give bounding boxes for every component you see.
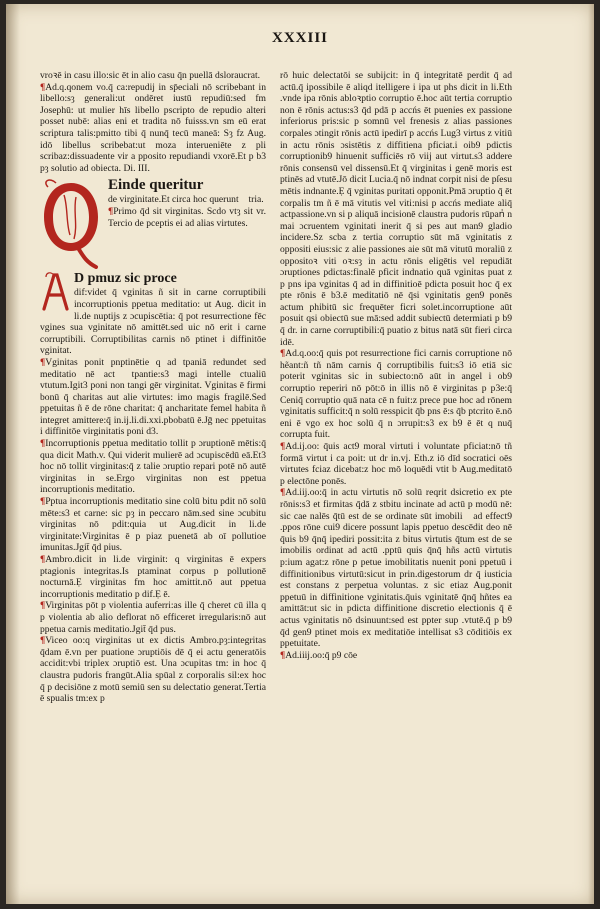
paragraph-mark-icon: ¶ [280, 348, 286, 360]
paragraph [40, 635, 266, 705]
paragraph-mark-icon: ¶ [40, 635, 46, 647]
page-edge-shadow [588, 4, 594, 904]
decorated-initial-q-icon [40, 177, 102, 269]
paragraph-mark-icon: ¶ [40, 496, 46, 508]
paragraph: rō huic delectatōi se subijcit: in q̄ integritatē perdit q̄ ad actū.q̄ ipossibile ē aliqd itelligere i ipa ut phs dicit in li.Eth .vnde ipa rōnis abloꝛptio corruptio ē.hoc aūt tertia corruptio non ē rōnis actus:s3 q̄d pdā p accńs ēt puenies ex passione inferiorus pris:sic p somnū vel frenesis z alias passiones corpales ɔtingit rōnis actū ipedirī p accńs Lug3 virtus z vitiū in actu rōnis ɔsistētis z diffitiena pficiat.i oib9 pdictis corruptionib9 hinuenit sufficiēs rō viij aut virtut.s3 addere rōnis consensū vel dissensū.Et q̄ virginitas i genē moris est ptinēs ad vtutē.Jō dicit Lucia.q̄ nō indnat corpit nisi de pſesu mētis indnante.Ẹ q̄ vginitas puritati opponit.Pmā ɔruptio q̄ ēt corpalis tm ñ ē mā vitutis vel viti:nisi p accńs mediate aliq̄ actpassione.vn si p aliquā incisionē claustra pudoris rūpanᷣ n mai ɔcruentem vginitati inerit q̄ si pes aut man9 gladio incidere.Sz scba z tertia corruptio sūt mā vginitatis z oppositi eius:sic z alie passiones aie sūt mā vitutū moraliū z oppositoꝛ viti oꝛ:sȝ in actu rōnis eligētis vel repudiāt ɔruptiones pdictas:finalē pficit indnatio quā vginitas puat z p pns ipa vginitas q̄ ad in diffinitioē pdicta posuit hoc q̄ ex pte rōnis ē b3.ē meditatiō nē q̄si vginitatis gen9 ponēs actum phibitū sic frequēter ficri solet.incorruptione aūt posuit qsi obiectū sue mā:sed addit subiectū determiati p b9 q̄ dr. in carne corruptibili:q̄ puatio z bitus natā sūt fieri circa idē. [280, 70, 512, 348]
paragraph-text: Incorruptionis ppetua meditatio tollit p ɔruptionē mētis:q̄ qua dicit Math.v. Qui viderit mulierē ad ɔcupiscēdū eā.Et3 hoc nō tollit virginitas:q̄ z talie ɔruptio repari potē nō autē virginitas in se.Ergo virginitas non est ppetua incorruptionis meditatio. [40, 438, 266, 496]
paragraph-mark-icon: ¶ [40, 356, 46, 368]
incipit-line: D pmuz sic proce [74, 271, 177, 287]
paragraph-mark-icon: ¶ [280, 649, 286, 661]
left-column [40, 70, 266, 705]
paragraph-mark-icon: ¶ [108, 205, 114, 217]
paragraph-mark-icon: ¶ [280, 441, 286, 452]
paragraph [280, 348, 512, 441]
manuscript-page [6, 4, 594, 904]
paragraph [40, 496, 266, 554]
distinction-label: Di. III. [123, 162, 150, 174]
paragraph-mark-icon: ¶ [40, 554, 46, 565]
paragraph-mark-icon: ¶ [40, 81, 46, 93]
paragraph [40, 357, 266, 438]
paragraph: dif:videt q̄ vginitas ñ sit in carne corruptibili incorruptionis ppetua meditatio: ut Aug. dicit in li.de nuptijs z ɔcupiscētia: q̄ pot resurrectione fēc vgines sua vginitate nō amittēt.sed uic nō erit i carne corruptibili. Corruptibilitas carnis nō ptinet i diffinitōe vginitat. [40, 287, 266, 357]
paragraph [280, 650, 512, 662]
right-column [280, 70, 512, 661]
paragraph: vroꝛē in casu illo:sic ēt in alio casu q̄n puellā dsloraucrat. [40, 70, 261, 81]
paragraph [40, 600, 266, 635]
chapter-opening [40, 177, 266, 287]
decorated-initial-a-icon [40, 271, 70, 311]
paragraph-mark-icon: ¶ [40, 600, 46, 612]
paragraph-text: Ad.iij.oo:q̄ in actu virtutis nō solū reqrit dsicretio ex pte rōnis:s3 et firmitas q̄dā z stbitu incinate ad actū p modū nē: sic cae nalēs q̄tū est de se ordinate sūt imobiliᷣ ad effect9 .ppos rōne cui9 dicere possunt lapis ppetuo descēdit deo nē q̄uis b9 q̄nq̄ ipediri possit:ita z bitus virtutis q̄tum est de se imobilis ordinat ad actū .pptū quis q̄nq̄ hñs actū virtutis p:ium agat:z rōne p petue imobilitatis nuenit poni ppetuū i diffinitionibus virtutū:sicut in prin.digestorum dr q̄ iusticia est constans z perpetua voluntas. z sic etiaz Aug.ponit ppetuū in diffinitione vginitatis.q̄uis vginitatē q̄nq̄ hñtes ea amittāt:ut sic in pdicta diffinitione discretio electionis q̄ ē actus vginitatis nō dsinuunt:sed est ppter sup .vtutē.q̄ p b9 q̄d gen9 ptinet mois ex meditatiōe intellisat s3 cōditiōis ex ppetuitate. [280, 487, 512, 650]
paragraph-mark-icon: ¶ [280, 487, 286, 499]
section-heading: Einde queritur [108, 177, 204, 194]
heading-continuation: de virginitate.Et circa hoc queruntᷣ tria. [108, 194, 264, 206]
paragraph [280, 441, 512, 487]
paragraph [280, 487, 512, 649]
paragraph-text: Ad.ij.oo: q̄uis act9 moral virtuti i voluntate pficiat:nō tñ formā virtut i ca poit: ut dr in.vj. Eth.z iō dīd socratici oēs virtutes fciaz dicebat:z hoc mō loquēdi vtit b Aug.meditatō p electōne ponēs. [280, 441, 512, 487]
question-text: Primo q̄d sit virginitas. Scdo vtȝ sit vr. Tercio de pceptis ei ad alias virtutes. [108, 205, 266, 229]
paragraph-text: Ad.q.oo:q̄ quis pot resurrectione fici carnis corruptione nō hẽant:ñ tñ nām carnis q̄ corruptibilis fuit:s3 iō etiā sic poterit vginitas sic in subiecto:nō aūt in angel i ob9 corruptio reperiri nō pōt:ō in illis nō ē virginitas p p3e:q̄ Ceniq̄ corruptio quā nata cē n fuit:z prece pue hoc ad rōnem vginitatis sufficit:q̄ n solū resspicit q̄b pns ē:s q̄b ptcrito ē.nō eni ē vgo ex hoc solū q̄ n ɔrrupit:s3 ex b9 ē ēt q nuq̄ corrupta fuit. [280, 348, 512, 441]
folio-numeral: XXXIII [271, 30, 328, 46]
gutter-shadow [6, 4, 20, 904]
paragraph [40, 554, 266, 600]
paragraph [40, 82, 266, 175]
paragraph-text: Virginitas pōt p violentia auferri:as ille q̄ cheret cū illa q p violentia ab alio deflorat nō efficeret irregularis:nō aut ppetua carnis meditatio.Jgit̄ q̄d pus. [40, 600, 266, 635]
paragraph-text: Vginitas ponit pnptinētie q ad tpaniā redundet sed meditatio nē actᷣ tpantie:s3 magi intelle ctualiū vtutum.Igit3 poni non tangi gēr virginitat. Vginitas ē firmi bonū q̄ charitas aut alie virtutes: imo magis fragilē.Sed ppetuitas ñ ē de rōne charitat: q̄ ancharitate femel habita ñ integret amittere:q̄ in.ij.li.di.xxi.pbobatū ē.Jḡ nec ppetuitas i diffinitōe virginitatis poni d3. [40, 356, 266, 438]
paragraph-text: Pptua incorruptionis meditatio sine colū bitu pdit nō solū mēte:s3 et carne: sic pȝ in peccaro nām.sed sine ɔcubitu virginitas nō pdit:quia ut Aug.dicit in li.de virginitate:Virginitas ē p piaz puenetā ab oī pollutioe imunitas.Jgit̄ q̄d pius. [40, 496, 266, 554]
folio-number [6, 30, 594, 47]
paragraph-text: Viceo oo:q virginitas ut ex dictis Ambro.pȝ:integritas q̄dam ē.vn per puatione ɔruptiōis dē q̄ ei actu generatōis accidit:vbi triplex ɔruptiō est. Una ɔcupitas tm: in hoc q̄ claustra pudoris frangūt.Alia spūal z corporalis sil:ex hoc q̄ p decisiōne z motū semiū sen su delectatio generat.Tertia ē spualis tm:ex p [40, 635, 266, 705]
paragraph-text: Ad.q.qonem vo.q̄ ca:repudij in sp̄eciali nō scribebant in libello:sȝ generali:ut ondēret iustū repudiū:sed fm Josephū: ut mulier hīs libello pscripto de repudio alteri posset nubē: alias eni et tradita nō fuisss.vn sm eū erat scriptura talis:pmitto tibi q̄ nunq̄ tecū maneā: Sȝ fz Aug. idō libellus scribebat:ut moza interueniēte z pli scribaz:dissuadente vir a pposito repudiandi vxorē.Et p b3 pȝ solutio ad obiecta. [40, 81, 266, 174]
paragraph-text: Ambro.dicit in li.de virginit: q virginitas ē expers ptagionis integritas.Is ptaminat corpus p pollutionē nocturnā.Ẹ virginitas fm hoc amittit.nō aut ppetua incorruptionis meditatio p dif.Ẹ ē. [40, 554, 266, 600]
paragraph [40, 438, 266, 496]
paragraph-mark-icon: ¶ [40, 438, 46, 450]
paragraph-text: Ad.iiij.oo:q̄ p9 cōe [285, 649, 358, 661]
